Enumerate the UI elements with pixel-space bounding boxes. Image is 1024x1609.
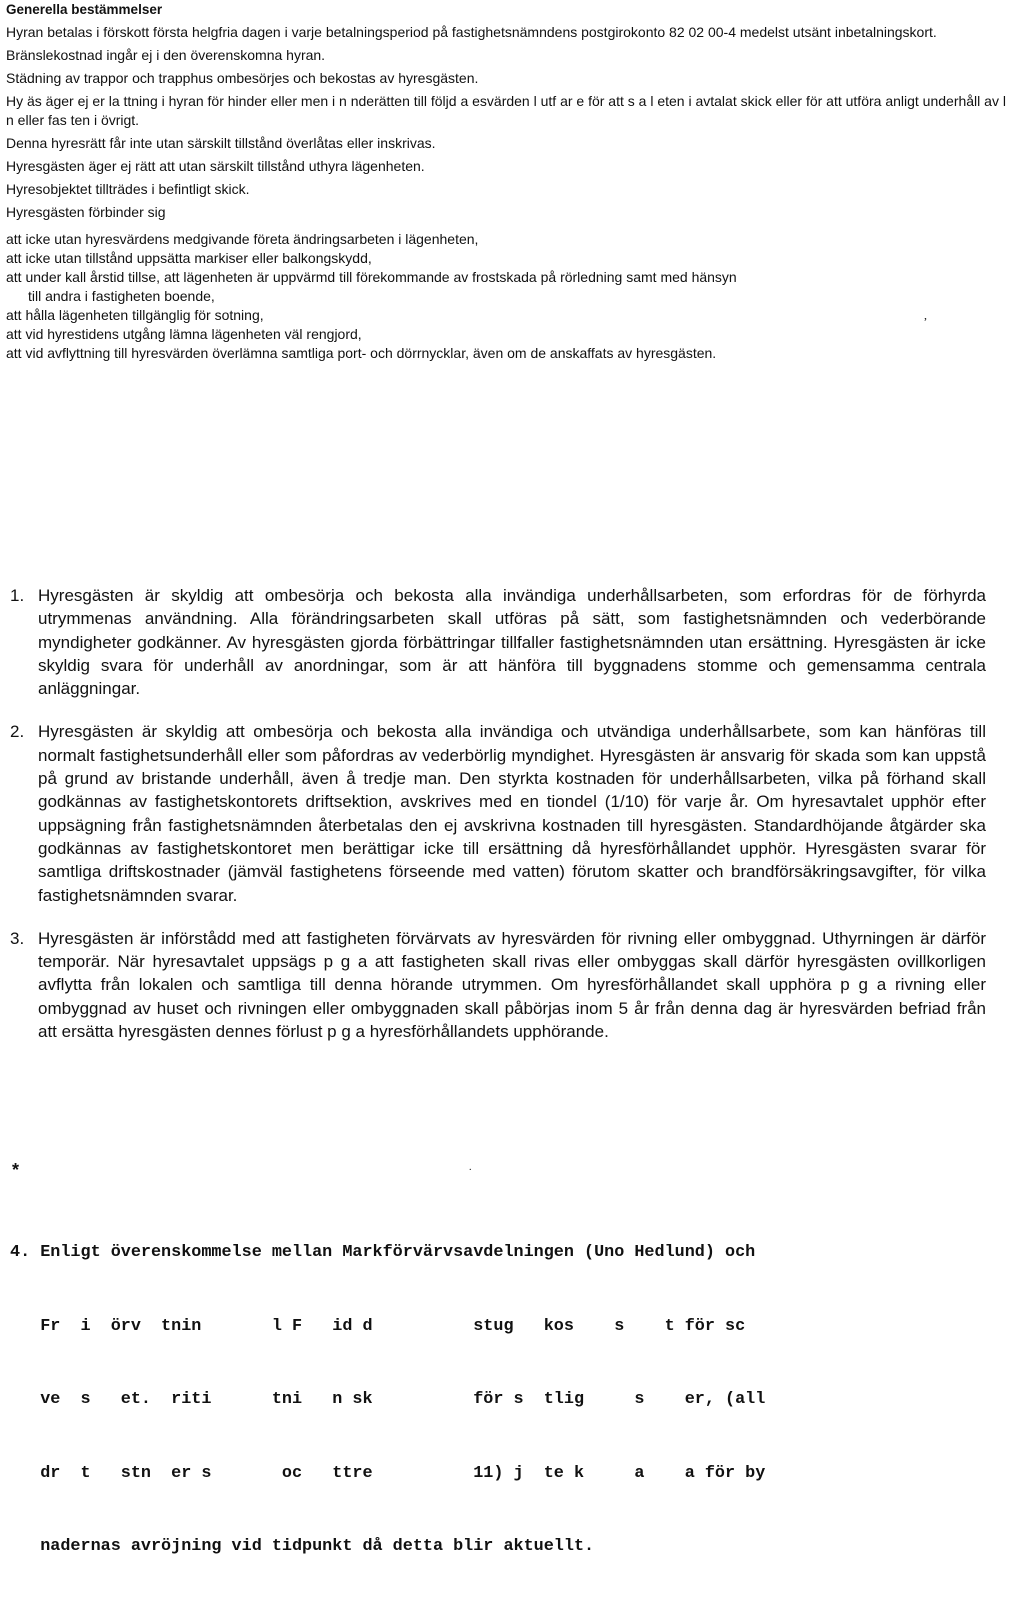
clause-text: Hyresgästen är införstådd med att fastigheten förvärvats av hyresvärden för rivning eller ombyggnad. Uthyrningen är därför temporär. När hyresavtalet uppsägs p g a att fastigheten skall rivas eller ombyggas skall därför hyresgästen ovillkorligen avflytta från lokalen och samtliga till denna hörande utrymmen. Om hyresförhållandet skall upphöra p g a rivning eller ombyggnad av huset och rivningen eller ombyggnaden skall påbörjas inom 5 år från denna dag är hyresvärden befriad från att ersätta hyresgästen dennes förlust p g a hyresförhållandets upphörande. (38, 928, 986, 1042)
general-provisions-section (6, 0, 1016, 363)
typed-line: 4. Enligt överenskommelse mellan Markförvärvsavdelningen (Uno Hedlund) och (10, 1243, 756, 1262)
asterisk-mark: * (12, 1160, 20, 1180)
paragraph-fuel-cost: Bränslekostnad ingår ej i den överenskomna hyran. (6, 47, 326, 63)
obligation-item-continued: till andra i fastigheten boende, (28, 288, 215, 304)
typed-line: dr t stn er s oc ttre 11) j te k a a för by (10, 1463, 766, 1483)
obligation-item: att icke utan hyresvärdens medgivande företa ändringsarbeten i lägenheten, (6, 231, 479, 247)
typed-line: Fr i örv tnin l F id d stug kos s t för sc (10, 1316, 746, 1336)
typewritten-clause-4 (10, 1192, 1010, 1609)
paragraph-transfer: Denna hyresrätt får inte utan särskilt tillstånd överlåtas eller inskrivas. (6, 135, 436, 151)
obligation-item: att vid hyrestidens utgång lämna lägenheten väl rengjord, (6, 326, 362, 342)
clause-2 (10, 720, 986, 906)
clause-number: 2. (10, 722, 25, 742)
paragraph-commitments-intro: Hyresgästen förbinder sig (6, 204, 166, 220)
paragraph-cleaning: Städning av trappor och trapphus ombesörjes och bekostas av hyresgästen. (6, 70, 479, 86)
obligation-item: att icke utan tillstånd uppsätta markiser eller balkongskydd, (6, 250, 372, 266)
typed-line: ve s et. riti tni n sk för s tlig s er, (all (10, 1390, 766, 1409)
paragraph-condition: Hyresobjektet tillträdes i befintligt skick. (6, 181, 250, 197)
numbered-clauses (10, 584, 986, 1063)
typed-line: nadernas avröjning vid tidpunkt då detta blir aktuellt. (10, 1537, 595, 1556)
dot-mark: . (469, 1162, 472, 1173)
obligation-item: att under kall årstid tillse, att lägenheten är uppvärmd till förekommande av frostskada på rörledning samt med hänsyn (6, 269, 737, 285)
stray-mark: , (924, 308, 927, 322)
clause-number: 3. (10, 928, 25, 948)
paragraph-rent-reduction: Hy äs äger ej er la ttning i hyran för hinder eller men i n nderätten till följd a esvärden l utf ar e för att s a l eten i avtalat skick eller för att utföra anligt underhåll av l n eller fas ten i övrigt. (6, 93, 1006, 128)
obligation-item: att hålla lägenheten tillgänglig för sotning, (6, 307, 264, 323)
obligations-list (6, 230, 1016, 363)
paragraph-payment: Hyran betalas i förskott första helgfria dagen i varje betalningsperiod på fastighetsnämndens postgirokonto 82 02 00-4 medelst utsänt inbetalningskort. (6, 24, 937, 40)
obligation-item: att vid avflyttning till hyresvärden överlämna samtliga port- och dörrnycklar, även om de anskaffats av hyresgästen. (6, 345, 717, 361)
clause-1 (10, 584, 986, 700)
clause-text: Hyresgästen är skyldig att ombesörja och bekosta alla invändiga underhållsarbeten, som erfordras för de förhyrda utrymmenas användning. Alla förändringsarbeten skall utföras på sätt, som fastighetsnämnden och vederbörande myndigheter godkänner. Av hyresgästen gjorda förbättringar tillfaller fastighetsnämnden utan ersättning. Hyresgästen är icke skyldig svara för underhåll av anordningar, som är att hänföra till byggnadens stomme och gemensamma centrala anläggningar. (38, 586, 986, 699)
clause-3 (10, 927, 986, 1043)
paragraph-sublet: Hyresgästen äger ej rätt att utan särskilt tillstånd uthyra lägenheten. (6, 158, 425, 174)
section-heading: Generella bestämmelser (6, 2, 163, 17)
clause-number: 1. (10, 586, 25, 605)
clause-text: Hyresgästen är skyldig att ombesörja och bekosta alla invändiga och utvändiga underhållsarbete, som kan hänföras till normalt fastighetsunderhåll eller som påfordras av vederbörlig myndighet. Hyresgästen är ansvarig för skada som kan uppstå på grund av bristande underhåll, även å tredje man. Den styrkta kostnaden för underhållsarbeten, vilka på förhand skall godkännas av fastighetskontorets driftsektion, avskrives med en tiondel (1/10) för varje år. Om hyresavtalet upphör efter uppsägning från fastighetsnämnden återbetalas den ej avskrivna kostnaden till hyresgästen. Standardhöjande åtgärder ska godkännas av fastighetskontoret men berättigar icke till ersättning då hyresförhållandet upphör. Hyresgästen svarar för samtliga driftskostnader (jämväl fastighetens förseende med vatten) förutom skatter och brandförsäkringsavgifter, för vilka fastighetsnämnden svarar. (38, 722, 986, 905)
